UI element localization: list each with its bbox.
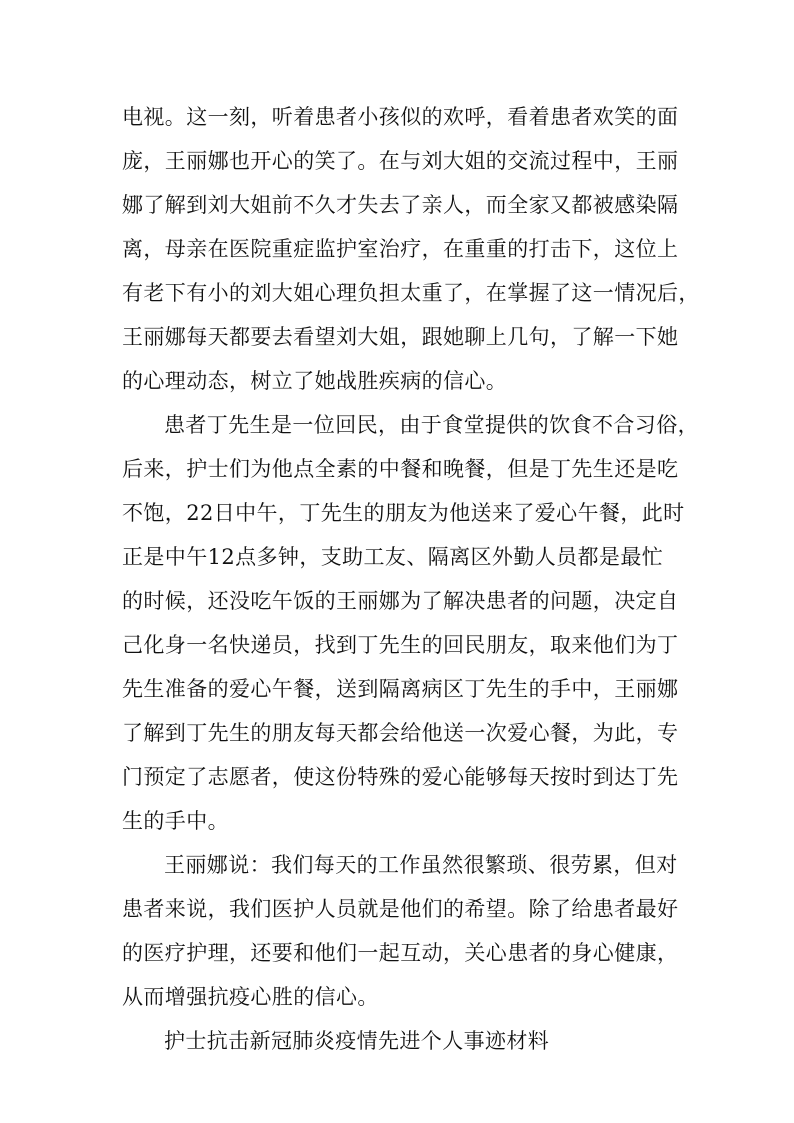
text-line: 先生准备的爱心午餐，送到隔离病区丁先生的手中，王丽娜	[122, 677, 679, 701]
text-line: 正是中午12点多钟，支助工友、隔离区外勤人员都是最忙	[122, 545, 664, 569]
text-line: 生的手中。	[122, 809, 229, 833]
text-line: 王丽娜每天都要去看望刘大姐，跟她聊上几句，了解一下她	[122, 325, 679, 349]
text-line: 离，母亲在医院重症监护室治疗，在重重的打击下，这位上	[122, 237, 679, 261]
paragraph-first-line: 王丽娜说：我们每天的工作虽然很繁琐、很劳累，但对	[164, 853, 678, 877]
text-line: 患者来说，我们医护人员就是他们的希望。除了给患者最好	[122, 897, 679, 921]
text-line: 了解到丁先生的朋友每天都会给他送一次爱心餐，为此，专	[122, 721, 679, 745]
text-line: 有老下有小的刘大姐心理负担太重了，在掌握了这一情况后，	[122, 281, 700, 305]
text-line: 不饱，22日中午，丁先生的朋友为他送来了爱心午餐，此时	[122, 501, 685, 525]
text-line: 的时候，还没吃午饭的王丽娜为了解决患者的问题，决定自	[122, 589, 679, 613]
text-line: 的医疗护理，还要和他们一起互动，关心患者的身心健康，	[122, 941, 679, 965]
paragraph-first-line: 患者丁先生是一位回民，由于食堂提供的饮食不合习俗，	[164, 413, 699, 437]
text-line: 从而增强抗疫心胜的信心。	[122, 985, 379, 1009]
text-line: 门预定了志愿者，使这份特殊的爱心能够每天按时到达丁先	[122, 765, 679, 789]
text-line: 电视。这一刻，听着患者小孩似的欢呼，看着患者欢笑的面	[122, 105, 679, 129]
text-line: 娜了解到刘大姐前不久才失去了亲人，而全家又都被感染隔	[122, 193, 679, 217]
text-line: 的心理动态，树立了她战胜疾病的信心。	[122, 369, 508, 393]
document-title-line: 护士抗击新冠肺炎疫情先进个人事迹材料	[164, 1029, 550, 1053]
text-line: 庞，王丽娜也开心的笑了。在与刘大姐的交流过程中，王丽	[122, 149, 679, 173]
text-line: 己化身一名快递员，找到丁先生的回民朋友，取来他们为丁	[122, 633, 679, 657]
text-line: 后来，护士们为他点全素的中餐和晚餐，但是丁先生还是吃	[122, 457, 679, 481]
